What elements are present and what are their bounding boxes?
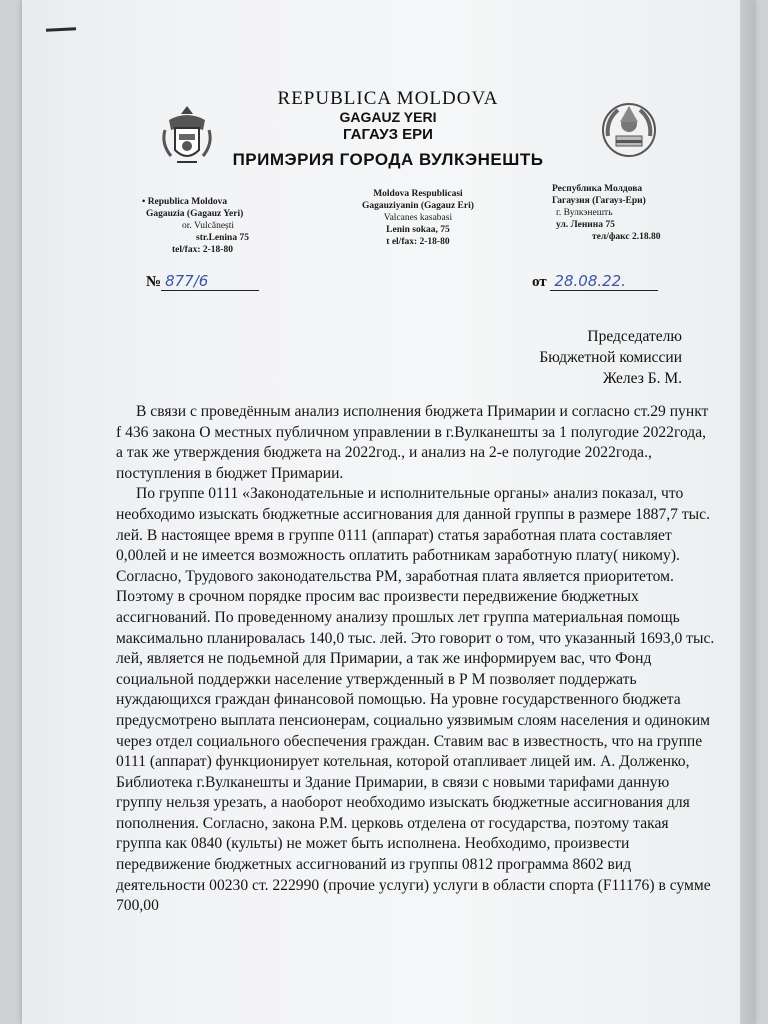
header-region-cyrillic: ГАГАУЗ ЕРИ [343, 126, 433, 143]
paragraph: В связи с проведённым анализ исполнения бюджета Примарии и согласно ст.29 пункт f 436 закона О местных публичном управлении в г.Вулканешты за 1 полугодие 2022года, а так же утверждения бюджета на 2022год., и анализ на 2-е полугодие 2022года., поступления в бюджет Примарии. [116, 403, 709, 482]
addressee-line: Бюджетной комиссии [539, 349, 682, 366]
addressee-line: Желез‌ Б. М. [602, 370, 682, 387]
address-line: ул. Ленина 75 [556, 220, 615, 230]
address-gagauz [362, 188, 474, 248]
header-institution: ПРИМЭРИЯ ГОРОДА ВУЛКЭНЕШТЬ [232, 150, 544, 169]
address-line: str.Lenina 75 [196, 233, 249, 243]
address-romanian [142, 196, 249, 256]
address-line: Gagauzia (Gagauz Yeri) [146, 209, 244, 219]
number-label: № [146, 274, 162, 290]
paragraph: По группе 0111 «Законодательные и исполнительные органы» анализ показал, что необходимо изыскать бюджетные ассигнования для данной группы в размере 1887,7 тыс. лей. В настоящее время в группе 0111 (аппарат) статья заработная плата составляет 0,00лей и не имеется возможность оплатить работникам заработную плату( никому). Согласно, Трудового законодательства РМ, заработная плата является приоритетом. Поэтому в срочном порядке просим вас произвести передвижение бюджетных ассигнований. По проведенному анализу прошлых лет группа материальная помощь максимально планировалась 140,0 тыс. лей. Это говорит о том, что указанный 1693,0 тыс. лей, является не подьемной для Примарии, а так же информируем вас, что Фонд социальной поддержки население утвержденный в Р М позволяет поддержать нуждающихся граждан финансовой помощью. На уровне государственного бюджета предусмотрено выплата пенсионерам, социально уязвимым слоям населения и одиноким через отдел социального обеспечения граждан. Ставим вас в известность, что на группе 0111 (аппарат) функционирует котельная, которой отапливает лицей им. А. Долженко, Библиотека г.Вулканешты и Здание Примарии, в связи с новыми тарифами данную группу нельзя урезать, а наоборот необходимо изыскать бюджетные ассигнования для пополнения. Согласно, закона Р.М. церковь отделена от государства, поэтому такая группа как 0840 (культы) не может быть исполнена. Необходимо, произвести передвижение бюджетных ассигнований из группы 0812 программа 8602 вид деятельности 00230 ст. 222990 (прочие услуги) услуги в области спорта (F11176) в сумме 700,00 [116, 485, 715, 915]
address-line: Гагаузия (Гагауз-Ери) [552, 196, 646, 206]
address-line: Республика Молдова [552, 184, 643, 194]
address-line: or. Vulcănești [182, 221, 235, 231]
address-line: • Republica Moldova [142, 197, 228, 207]
header-country: REPUBLICA MOLDOVA [277, 88, 499, 109]
number-value-handwritten: 877/6 [161, 272, 259, 291]
addressee-block [539, 326, 682, 389]
date-value-handwritten: 28.08.22. [550, 272, 658, 291]
document-date [532, 272, 658, 291]
address-line: Lenin sokaa, 75 [386, 225, 450, 235]
addressee-line: Председателю [587, 328, 682, 345]
address-line: Gagauziyanin (Gagauz Eri) [362, 201, 474, 211]
document-page [22, 0, 754, 1024]
document-number [146, 272, 259, 291]
header-region-latin: GAGAUZ YERI [339, 109, 437, 125]
address-line: tel/fax: 2-18-80 [172, 245, 233, 255]
address-line: t el/fax: 2-18-80 [386, 237, 450, 247]
address-line: тел/факс 2.18.80 [592, 232, 661, 242]
address-line: Moldova Respublicasi [373, 189, 463, 199]
letter-body [116, 402, 716, 917]
date-label: от [532, 274, 547, 290]
address-line: г. Вулкэнешть [556, 208, 613, 218]
address-line: Valcanes kasabasi [383, 213, 453, 223]
address-russian [552, 183, 661, 243]
pen-mark [46, 27, 76, 32]
